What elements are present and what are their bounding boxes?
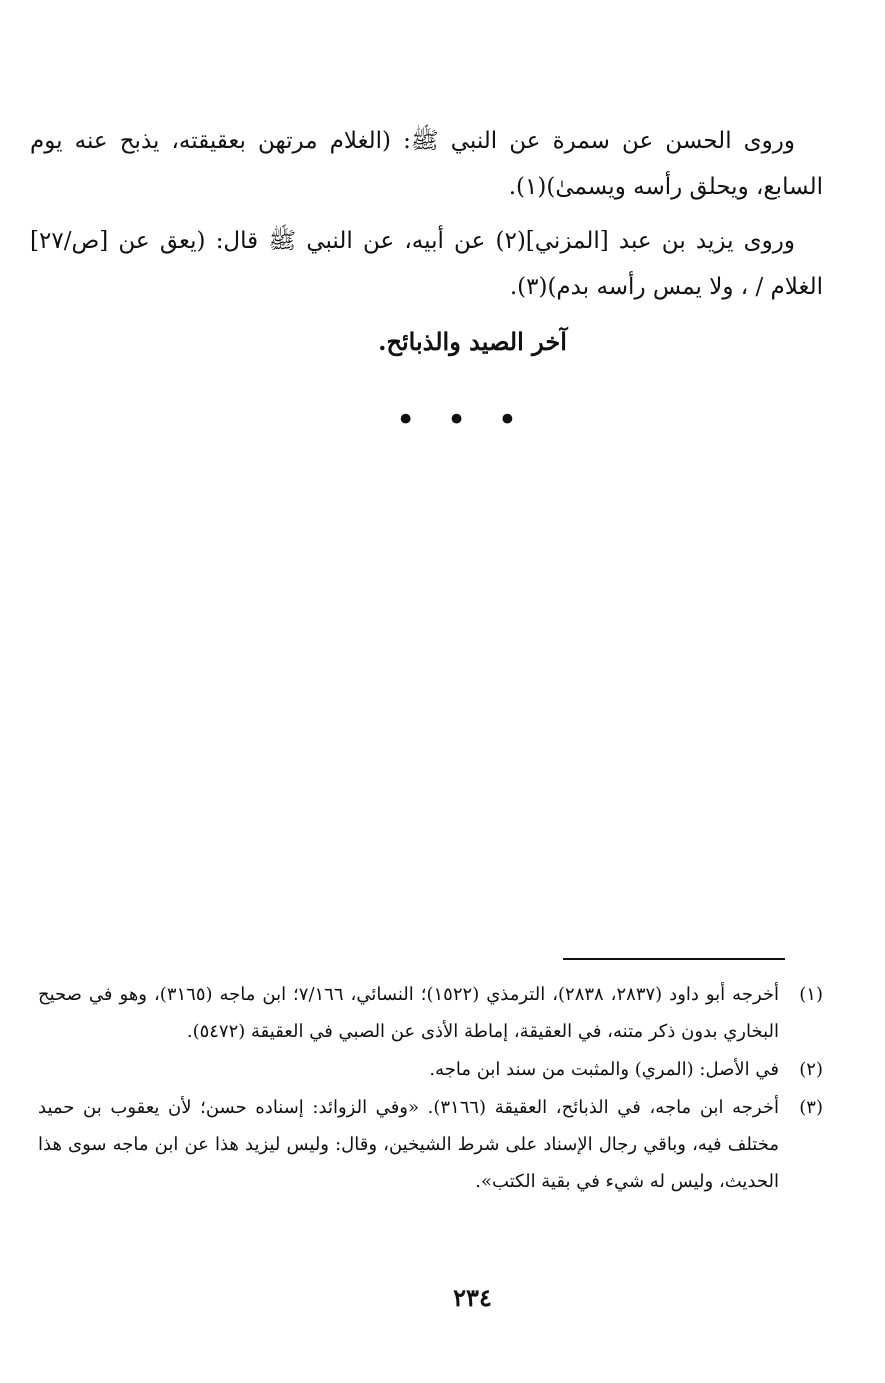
paragraph-1: وروى الحسن عن سمرة عن النبي ﷺ: (الغلام مرتهن بعقيقته، يذبح عنه يوم السابع، ويحلق رأسه ويسمىٰ)(١).	[30, 128, 823, 200]
paragraph-2: وروى يزيد بن عبد [المزني](٢) عن أبيه، عن النبي ﷺ قال: (يعق عن [ص/٢٧] الغلام / ، ولا يمس رأسه بدم)(٣).	[30, 228, 823, 300]
footnote-divider	[563, 958, 785, 960]
footnotes	[38, 976, 823, 1201]
footnote-text: أخرجه أبو داود (٢٨٣٧، ٢٨٣٨)، الترمذي (١٥٢٢)؛ النسائي، ٧/١٦٦؛ ابن ماجه (٣١٦٥)، وهو في صحيح البخاري بدون ذكر متنه، في العقيقة، إماطة الأذى عن الصبي في العقيقة (٥٤٧٢).	[38, 984, 780, 1042]
footnote-number: (٢)	[799, 1059, 823, 1080]
footnote-number: (١)	[799, 984, 823, 1005]
section-separator: • • •	[395, 400, 528, 440]
main-text	[30, 118, 823, 318]
footnote-text: أخرجه ابن ماجه، في الذبائح، العقيقة (٣١٦٦). «وفي الزوائد: إسناده حسن؛ لأن يعقوب بن حميد مختلف فيه، وباقي رجال الإسناد على شرط الشيخين، وقال: وليس ليزيد هذا عن ابن ماجه سوى هذا الحديث، وليس له شيء في بقية الكتب».	[38, 1097, 779, 1192]
page-number: ٢٣٤	[453, 1283, 492, 1312]
footnote-text: في الأصل: (المري) والمثبت من سند ابن ماجه.	[429, 1059, 779, 1080]
footnote-3	[38, 1089, 823, 1200]
footnote-1	[38, 976, 823, 1050]
footnote-2	[38, 1051, 823, 1088]
section-end-heading: آخر الصيد والذبائح.	[378, 327, 567, 356]
footnote-number: (٣)	[799, 1097, 823, 1118]
